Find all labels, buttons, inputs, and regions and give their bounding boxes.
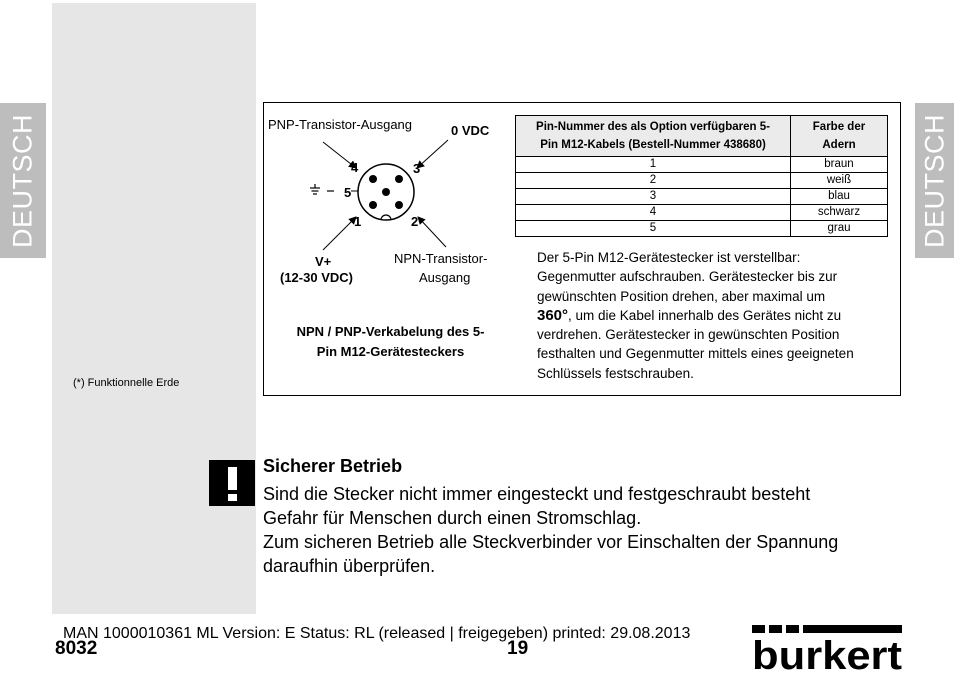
pin-cell: 1 [516, 157, 791, 173]
table-row [516, 189, 888, 205]
desc-line: gewünschten Position drehen, aber maximal um [537, 288, 826, 304]
pin-3-label: 3 [413, 161, 421, 176]
desc-line: verdrehen. Gerätestecker in gewünschten Position [537, 327, 840, 343]
warning-title: Sicherer Betrieb [263, 456, 403, 476]
diagram-caption-line1: NPN / PNP-Verkabelung des 5- [296, 324, 485, 339]
desc-line [537, 306, 897, 325]
table-row [516, 157, 888, 173]
pnp-output-label: PNP-Transistor-Ausgang [268, 117, 413, 132]
ground-icon [310, 184, 334, 194]
npn-output-label-line1: NPN-Transistor- [394, 251, 488, 266]
pin-3-dot [395, 175, 403, 183]
language-tab-left-label: DEUTSCH [7, 113, 38, 248]
pin-cell: 3 [516, 189, 791, 205]
pin-2-dot [395, 201, 403, 209]
color-cell: braun [791, 157, 888, 173]
voltage-range-label: (12-30 VDC) [280, 270, 353, 285]
arrow-vplus [323, 217, 356, 250]
header-color-line2: Adern [822, 139, 856, 151]
diagram-caption-line2: Pin M12-Gerätesteckers [316, 344, 465, 359]
warning-line: daraufhin überprüfen. [263, 556, 436, 576]
table-row [516, 221, 888, 237]
arrow-0vdc [417, 140, 448, 168]
pin-color-table [515, 115, 888, 237]
language-tab-right [915, 103, 954, 258]
header-pin-line2: Pin M12-Kabels (Bestell-Nummer 438680) [540, 139, 766, 151]
desc-line: festhalten und Gegenmutter mittels eines geeigneten [537, 346, 854, 362]
page-number: 19 [507, 638, 529, 659]
pin-2-label: 2 [411, 214, 419, 229]
color-cell: schwarz [791, 205, 888, 221]
warning-line: Sind die Stecker nicht immer eingesteckt und festgeschraubt besteht [263, 484, 811, 504]
burkert-logo [752, 624, 902, 672]
pin-1-dot [369, 201, 377, 209]
desc-line: Gegenmutter aufschrauben. Gerätestecker bis zur [537, 269, 838, 285]
language-tab-right-label: DEUTSCH [919, 113, 949, 248]
warning-body [263, 482, 903, 578]
pin-5-dot [382, 188, 390, 196]
npn-output-label-line2: Ausgang [419, 270, 471, 285]
document-status-line: MAN 1000010361 ML Version: E Status: RL (released | freigegeben) printed: 29.08.2013 [63, 625, 691, 642]
table-header-row [516, 116, 888, 157]
header-wire-color [791, 116, 888, 157]
pin-5-label: 5 [344, 185, 352, 200]
adjustment-description [537, 248, 897, 383]
desc-line-rest: , um die Kabel innerhalb des Gerätes nicht zu [568, 307, 842, 323]
language-tab-left [0, 103, 46, 258]
zero-vdc-label: 0 VDC [451, 123, 490, 138]
header-color-line1: Farbe der [812, 121, 866, 133]
pin-1-label: 1 [354, 214, 362, 229]
pin-cell: 5 [516, 221, 791, 237]
pin-cell: 4 [516, 205, 791, 221]
warning-icon [209, 460, 255, 506]
model-number: 8032 [55, 638, 98, 659]
desc-degree-value: 360° [537, 306, 569, 324]
left-margin-column [52, 3, 256, 614]
header-pin-number [516, 116, 791, 157]
vplus-label: V+ [315, 254, 332, 269]
table-row [516, 205, 888, 221]
color-cell: weiß [791, 173, 888, 189]
header-pin-line1: Pin-Nummer des als Option verfügbaren 5- [536, 121, 770, 133]
pin-4-dot [369, 175, 377, 183]
pin-4-label: 4 [351, 160, 359, 175]
pin-cell: 2 [516, 173, 791, 189]
footnote-functional-earth: (*) Funktionnelle Erde [73, 377, 180, 389]
arrow-npn [418, 217, 446, 247]
brand-wordmark: burkert [752, 634, 902, 672]
color-cell: blau [791, 189, 888, 205]
warning-line: Zum sicheren Betrieb alle Steckverbinder vor Einschalten der Spannung [263, 532, 839, 552]
table-row [516, 173, 888, 189]
warning-line: Gefahr für Menschen durch einen Stromschlag. [263, 508, 642, 528]
color-cell: grau [791, 221, 888, 237]
desc-line: Schlüssels festschrauben. [537, 365, 694, 381]
desc-line: Der 5-Pin M12-Gerätestecker ist verstellbar: [537, 250, 801, 265]
